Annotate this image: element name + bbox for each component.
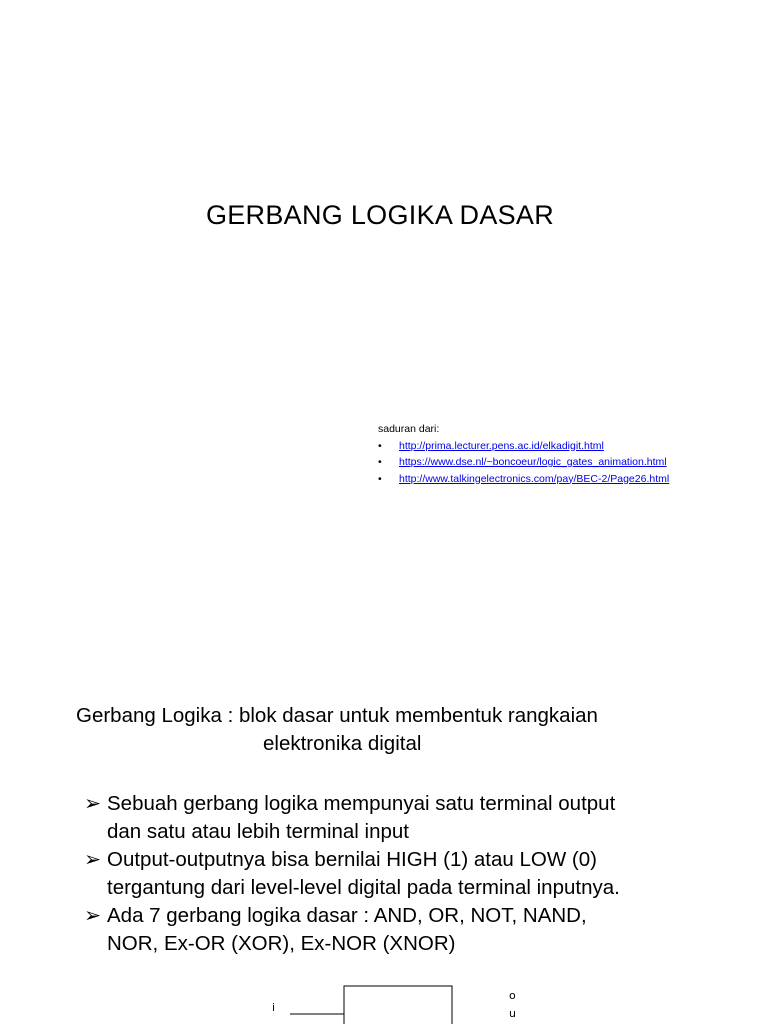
sources-list: [378, 438, 758, 488]
input-label-fragment: i: [272, 1001, 276, 1014]
gate-block: [344, 986, 452, 1024]
source-item: [378, 438, 758, 455]
source-item: [378, 454, 758, 471]
bullet-icon: •: [378, 472, 382, 485]
definition-line-1: Gerbang Logika : blok dasar untuk membentuk rangkaian: [76, 704, 598, 727]
point-line-2: dan satu atau lebih terminal input: [107, 820, 410, 843]
arrow-bullet-icon: ➢: [84, 848, 102, 871]
source-link-3[interactable]: http://www.talkingelectronics.com/pay/BEC-2/Page26.html: [399, 472, 670, 485]
bullet-point: [84, 902, 764, 958]
output-label-fragment-2: u: [509, 1007, 516, 1020]
definition-text: [76, 702, 598, 758]
bullet-point: [84, 790, 764, 846]
bullet-icon: •: [378, 456, 382, 468]
point-line-1: Ada 7 gerbang logika dasar : AND, OR, NOT, NAND,: [107, 904, 587, 927]
bullet-points: [84, 790, 764, 958]
bullet-point: [84, 846, 764, 902]
point-line-1: Output-outputnya bisa bernilai HIGH (1) atau LOW (0): [107, 848, 597, 871]
source-link-1[interactable]: http://prima.lecturer.pens.ac.id/elkadigit.html: [399, 439, 604, 452]
definition-line-2: elektronika digital: [263, 732, 422, 755]
slide-title: GERBANG LOGIKA DASAR: [205, 200, 555, 230]
source-item: [378, 471, 758, 488]
point-line-1: Sebuah gerbang logika mempunyai satu terminal output: [107, 792, 616, 815]
sources-heading: saduran dari:: [378, 423, 440, 435]
source-link-2[interactable]: https://www.dse.nl/~boncoeur/logic_gates_animation.html: [399, 456, 667, 468]
point-line-2: tergantung dari level-level digital pada terminal inputnya.: [107, 876, 620, 899]
output-label-fragment-1: o: [509, 989, 516, 1002]
arrow-bullet-icon: ➢: [84, 904, 102, 927]
sources-block: [378, 421, 758, 487]
arrow-bullet-icon: ➢: [84, 792, 102, 815]
bullet-icon: •: [378, 439, 382, 452]
point-line-2: NOR, Ex-OR (XOR), Ex-NOR (XNOR): [107, 932, 456, 955]
